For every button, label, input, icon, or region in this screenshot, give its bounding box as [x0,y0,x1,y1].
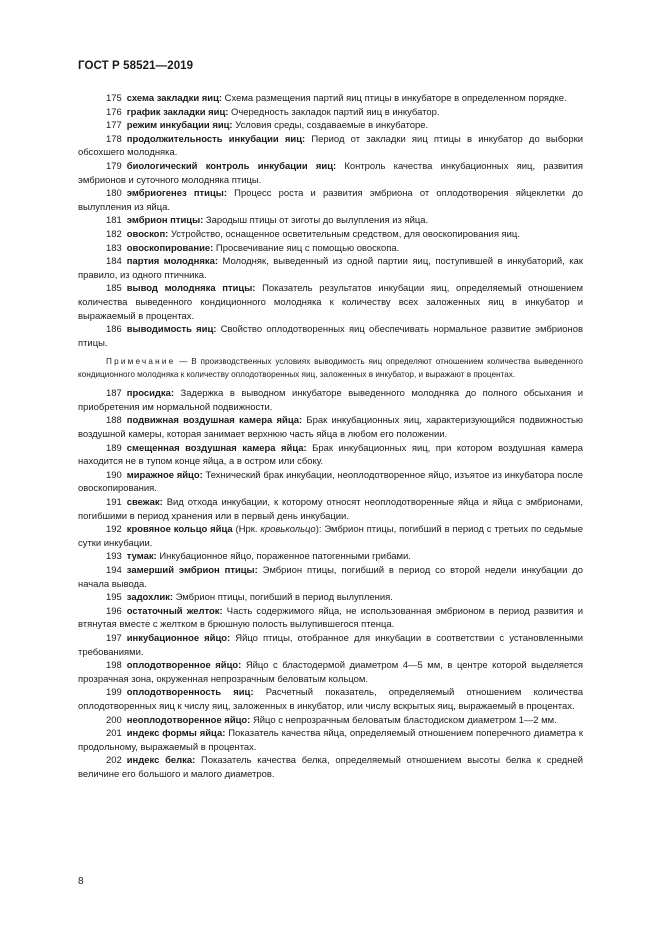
entry-number: 181 [106,215,122,227]
entry-definition: ): Эмбрион птицы, погибший в период с третьих по седьмые сутки инкубации. [78,524,583,549]
entry-number: 200 [106,714,122,726]
term-entry [78,119,583,133]
entry-definition: Эмбрион птицы, погибший в период вылупления. [173,592,393,604]
entry-number: 202 [106,755,122,767]
entry-number: 197 [106,632,122,644]
entry-number: 191 [106,497,122,509]
entry-number: 182 [106,228,122,240]
entry-number: 199 [106,687,122,699]
term-entry [78,106,583,120]
entry-definition: Расчетный показатель, определяемый отношением количества оплодотворенных яиц к числу яиц, заложенных в инкубатор, или числу вскрытых яиц, выражаемый в процентах. [78,687,583,712]
entry-number: 189 [106,442,122,454]
term-entry [78,754,583,781]
entry-definition: Свойство оплодотворенных яиц обеспечивать нормальное развитие эмбрионов птицы. [78,324,583,349]
entry-number: 196 [106,605,122,617]
term-entry [78,133,583,160]
entry-term: вывод молодняка птицы: [126,283,256,295]
entry-definition: Яйцо с непрозрачным беловатым бластодиском диаметром 1—2 мм. [250,714,557,726]
entry-number: 179 [106,160,122,172]
entry-number: 195 [106,592,122,604]
entry-definition: Брак инкубационных яиц, при котором воздушная камера находится не в тупом конце яйца, а в остром или сбоку. [78,442,583,468]
entry-number: 194 [106,565,122,576]
entry-definition: Схема размещения партий яиц птицы в инкубаторе в определенном порядке. [222,93,567,104]
entry-term: биологический контроль инкубации яиц: [126,160,337,172]
entry-definition-prefix: (Нрк. [232,524,261,536]
entry-definition: Брак инкубационных яиц, характеризующийся подвижностью воздушной камеры, которая занимает верхнюю часть яйца в любом его положении. [78,415,583,441]
entry-term: просидка: [126,388,175,400]
entry-number: 190 [106,469,122,481]
entry-definition: Очередность закладок партий яиц в инкубатор. [228,106,440,118]
entry-number: 187 [106,388,122,400]
term-entry [78,727,583,754]
entry-definition: Вид отхода инкубации, к которому относят неоплодотворенные яйца и яйца с эмбрионами, погибшими в период хранения или в первый день инкубации. [78,497,583,522]
entry-definition: Условия среды, создаваемые в инкубаторе. [232,120,429,132]
entry-term: оплодотворенность яиц: [126,687,254,699]
terms-list-a [78,92,583,350]
entry-term: эмбрион птицы: [126,215,204,227]
entry-number: 180 [106,188,122,200]
term-entry [78,632,583,659]
entry-term: оплодотворенное яйцо: [126,660,242,672]
note-text: — В производственных условиях выводимость яиц определяют отношением количества выведенного кондиционного молодняка к количеству оплодотворенных яиц, заложенных в инкубатор, и выражают в процентах. [78,357,583,379]
entry-number: 175 [106,93,122,104]
entry-number: 177 [106,120,122,132]
term-entry [78,214,583,228]
entry-term: овоскоп: [126,228,169,240]
document-body [78,92,583,782]
term-entry [78,659,583,686]
page-number: 8 [78,876,84,887]
entry-term: смещенная воздушная камера яйца: [126,442,307,454]
entry-number: 185 [106,283,122,295]
entry-definition: Просвечивание яиц с помощью овоскопа. [213,242,400,254]
term-entry [78,496,583,523]
term-entry [78,387,583,414]
term-entry [78,92,583,106]
entry-term: инкубационное яйцо: [126,632,231,644]
entry-definition: Яйцо птицы, отобранное для инкубации в соответствии с установленными требованиями. [78,632,583,658]
entry-definition: Устройство, оснащенное осветительным средством, для овоскопирования яиц. [168,228,520,240]
entry-definition: Зародыш птицы от зиготы до вылупления из яйца. [203,215,429,227]
entry-number: 178 [106,133,122,145]
entry-number: 193 [106,551,122,563]
entry-definition: Контроль качества инкубационных яиц, развития эмбрионов и суточного молодняка птицы. [78,160,584,186]
entry-definition: Процесс роста и развития эмбриона от оплодотворения яйцеклетки до вылупления из яйца. [78,188,583,213]
entry-term: задохлик: [126,592,173,604]
entry-term: схема закладки яиц: [126,93,223,104]
entry-term: подвижная воздушная камера яйца: [126,415,303,427]
entry-definition: Эмбрион птицы, погибший в период со второй недели инкубации до начала вывода. [78,565,583,590]
term-entry [78,255,583,282]
entry-term: овоскопирование: [126,242,214,254]
term-entry [78,187,583,214]
entry-deprecated-term: кровькольцо [260,524,316,536]
entry-number: 184 [106,256,122,268]
entry-number: 201 [106,728,122,740]
entry-term: остаточный желток: [126,605,223,617]
term-entry [78,714,583,728]
entry-number: 192 [106,524,122,536]
entry-term: режим инкубации яиц: [126,120,233,132]
entry-term: кровяное кольцо яйца [126,524,233,536]
term-entry [78,469,583,496]
entry-term: миражное яйцо: [126,469,203,481]
entry-term: свежак: [126,497,163,509]
term-entry [78,442,583,469]
entry-term: неоплодотворенное яйцо: [126,714,251,726]
entry-term: партия молодняка: [126,256,218,268]
entry-definition: Задержка в выводном инкубаторе выведенного молодняка до полного обсыхания и приобретения им нормальной подвижности. [78,388,583,413]
entry-definition: Яйцо с бластодермой диаметром 4—5 мм, в центре которой выделяется прозрачная зона, окруженная непрозрачным беловатым кольцом. [78,660,583,685]
term-entry [78,550,583,564]
entry-definition: Показатель качества белка, определяемый отношением высоты белка к средней величине его большого и малого диаметров. [78,755,583,780]
note-label: Примечание [106,357,176,367]
entry-number: 183 [106,242,122,254]
entry-number: 186 [106,324,122,336]
term-entry [78,686,583,713]
entry-definition: Молодняк, выведенный из одной партии яиц, поступившей в инкубаторий, как правило, из одного птичника. [78,256,583,281]
term-entry [78,414,583,441]
entry-number: 188 [106,415,122,427]
entry-number: 198 [106,660,122,672]
term-entry [78,605,583,632]
entry-term: выводимость яиц: [126,324,217,336]
entry-term: график закладки яиц: [126,106,229,118]
entry-term: тумак: [126,551,157,563]
term-entry [78,160,583,187]
entry-definition: Период от закладки яиц птицы в инкубатор до выборки обсохшего молодняка. [78,133,583,159]
entry-definition: Показатель качества яйца, определяемый отношением поперечного диаметра к продольному, выражаемый в процентах. [78,728,584,753]
terms-list-b [78,387,583,781]
term-entry [78,323,583,350]
term-entry [78,523,583,550]
term-entry [78,228,583,242]
term-entry [78,564,583,591]
entry-number: 176 [106,106,122,118]
term-entry [78,282,583,323]
entry-term: индекс белка: [126,755,196,767]
entry-term: индекс формы яйца: [126,728,226,740]
entry-term: эмбриогенез птицы: [126,188,227,200]
entry-definition: Часть содержимого яйца, не использованная эмбрионом в период развития и втянутая вместе с желтком в брюшную полость вылупившегося птенца. [78,605,583,631]
entry-definition: Технический брак инкубации, неоплодотворенное яйцо, изъятое из инкубатора после овоскопирования. [78,469,584,495]
entry-term: замерший эмбрион птицы: [126,565,258,576]
document-header: ГОСТ Р 58521—2019 [78,60,194,72]
entry-term: продолжительность инкубации яиц: [126,133,306,145]
entry-definition: Показатель результатов инкубации яиц, определяемый отношением количества выведенного кондиционного молодняка к количеству всех заложенных яиц в инкубатор и выражаемый в процентах. [78,283,583,322]
entry-definition: Инкубационное яйцо, пораженное патогенными грибами. [156,551,411,563]
term-entry [78,591,583,605]
note [78,356,583,381]
term-entry [78,242,583,256]
